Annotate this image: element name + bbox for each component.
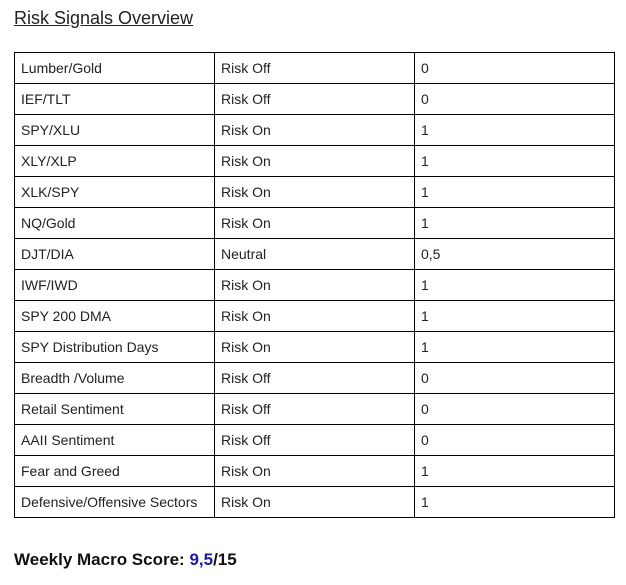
table-row — [15, 487, 615, 518]
signal-cell: Risk On — [215, 332, 415, 363]
value-cell: 1 — [415, 487, 615, 518]
signal-cell: Risk On — [215, 208, 415, 239]
signal-cell: Risk Off — [215, 363, 415, 394]
risk-signals-body — [15, 53, 615, 518]
page-title: Risk Signals Overview — [14, 8, 194, 28]
table-row — [15, 456, 615, 487]
signal-cell: Risk On — [215, 115, 415, 146]
table-row — [15, 332, 615, 363]
table-row — [15, 84, 615, 115]
value-cell: 0 — [415, 394, 615, 425]
score-suffix: /15 — [213, 550, 237, 569]
value-cell: 0,5 — [415, 239, 615, 270]
indicator-cell: AAII Sentiment — [15, 425, 215, 456]
value-cell: 1 — [415, 115, 615, 146]
indicator-cell: Retail Sentiment — [15, 394, 215, 425]
signal-cell: Neutral — [215, 239, 415, 270]
value-cell: 1 — [415, 270, 615, 301]
table-row — [15, 208, 615, 239]
table-row — [15, 394, 615, 425]
signal-cell: Risk On — [215, 487, 415, 518]
indicator-cell: SPY 200 DMA — [15, 301, 215, 332]
value-cell: 1 — [415, 456, 615, 487]
indicator-cell: NQ/Gold — [15, 208, 215, 239]
indicator-cell: DJT/DIA — [15, 239, 215, 270]
indicator-cell: SPY/XLU — [15, 115, 215, 146]
value-cell: 0 — [415, 425, 615, 456]
value-cell: 1 — [415, 208, 615, 239]
weekly-macro-score — [14, 550, 237, 570]
signal-cell: Risk On — [215, 456, 415, 487]
value-cell: 1 — [415, 301, 615, 332]
indicator-cell: Lumber/Gold — [15, 53, 215, 84]
signal-cell: Risk Off — [215, 53, 415, 84]
table-row — [15, 177, 615, 208]
signal-cell: Risk On — [215, 301, 415, 332]
indicator-cell: Breadth /Volume — [15, 363, 215, 394]
table-row — [15, 270, 615, 301]
table-row — [15, 53, 615, 84]
value-cell: 1 — [415, 177, 615, 208]
signal-cell: Risk On — [215, 146, 415, 177]
indicator-cell: Fear and Greed — [15, 456, 215, 487]
signal-cell: Risk Off — [215, 84, 415, 115]
table-row — [15, 239, 615, 270]
value-cell: 0 — [415, 363, 615, 394]
value-cell: 0 — [415, 84, 615, 115]
signal-cell: Risk On — [215, 270, 415, 301]
table-row — [15, 301, 615, 332]
indicator-cell: SPY Distribution Days — [15, 332, 215, 363]
signal-cell: Risk On — [215, 177, 415, 208]
indicator-cell: XLK/SPY — [15, 177, 215, 208]
value-cell: 1 — [415, 332, 615, 363]
table-row — [15, 363, 615, 394]
signal-cell: Risk Off — [215, 394, 415, 425]
table-row — [15, 425, 615, 456]
indicator-cell: IEF/TLT — [15, 84, 215, 115]
score-label: Weekly Macro Score: — [14, 550, 190, 569]
indicator-cell: IWF/IWD — [15, 270, 215, 301]
table-row — [15, 115, 615, 146]
score-value: 9,5 — [189, 550, 214, 569]
value-cell: 0 — [415, 53, 615, 84]
value-cell: 1 — [415, 146, 615, 177]
indicator-cell: Defensive/Offensive Sectors — [15, 487, 215, 518]
table-row — [15, 146, 615, 177]
risk-signals-table — [14, 52, 615, 518]
indicator-cell: XLY/XLP — [15, 146, 215, 177]
signal-cell: Risk Off — [215, 425, 415, 456]
